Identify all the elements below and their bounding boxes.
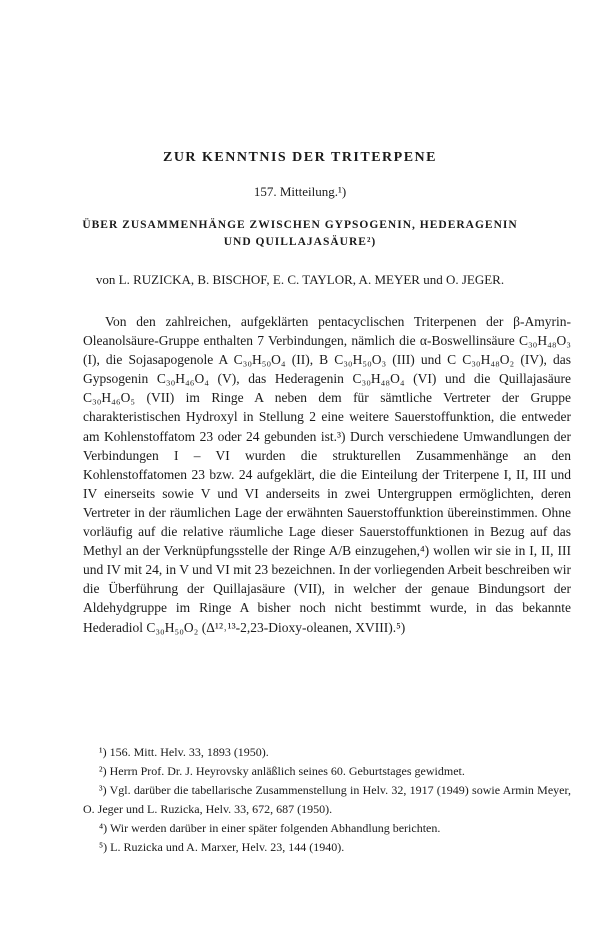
footnote-4: ⁴) Wir werden darüber in einer später folgenden Abhandlung berichten. <box>99 821 441 835</box>
footnotes <box>83 743 571 857</box>
author-line: von L. RUZICKA, B. BISCHOF, E. C. TAYLOR, A. MEYER und O. JEGER. <box>95 272 505 287</box>
article-title: ZUR KENNTNIS DER TRITERPENE <box>162 150 437 165</box>
body-text <box>83 312 571 637</box>
footnote-3: ³) Vgl. darüber die tabellarische Zusammenstellung in Helv. 32, 1917 (1949) sowie Armin Meyer, O. Jeger und L. Ruzicka, Helv. 33, 672, 687 (1950). <box>83 783 571 816</box>
article-subtitle: 157. Mitteilung.¹) <box>253 184 347 199</box>
footnote-1: ¹) 156. Mitt. Helv. 33, 1893 (1950). <box>99 745 269 759</box>
footnote-5: ⁵) L. Ruzicka und A. Marxer, Helv. 23, 144 (1940). <box>99 840 345 854</box>
footnote-2: ²) Herrn Prof. Dr. J. Heyrovsky anläßlich seines 60. Geburtstages gewidmet. <box>99 764 465 778</box>
heading-line-2: UND QUILLAJASÄURE²) <box>223 236 377 248</box>
article-heading <box>80 217 520 251</box>
body-paragraph: Von den zahlreichen, aufgeklärten pentacyclischen Triterpenen der β-Amyrin-Oleanolsäure-Gruppe enthalten 7 Verbindungen, nämlich die α-Boswellinsäure C₃₀H₄₈O₃ (I), die Sojasapogenole A C₃₀H₅₀O₄ (II), B C₃₀H₅₀O₃ (III) und C C₃₀H₄₈O₂ (IV), das Gypsogenin C₃₀H₄₆O₄ (V), das Hederagenin C₃₀H₄₈O₄ (VI) und die Quillajasäure C₃₀H₄₆O₅ (VII) im Ringe A neben dem für sämtliche Vertreter der Gruppe charakteristischen Hydroxyl in Stellung 2 eine weitere Sauerstoffunktion, die entweder am Kohlenstoffatom 23 oder 24 gebunden ist.³) Durch verschiedene Umwandlungen der Verbindungen I – VI wurden die strukturellen Zusammenhänge an den Kohlenstoffatomen 23 bzw. 24 aufgeklärt, die die Einteilung der Triterpene I, II, III und IV einerseits sowie V und VI anderseits in zwei Untergruppen ermöglichten, deren Vertreter in der räumlichen Lage der erwähnten Sauerstoffunktion übereinstimmen. Ohne vorläufig auf die relative räumliche Lage dieser Sauerstoffunktionen in Bezug auf das Methyl an der Verknüpfungsstelle der Ringe A/B einzugehen,⁴) wollen wir sie in I, II, III und IV mit 24, in V und VI mit 23 bezeichnen. In der vorliegenden Arbeit beschreiben wir die Überführung der Quillajasäure (VII), in welcher der genaue Bindungsort der Aldehydgruppe im Ringe A bisher noch nicht bestimmt wurde, in das bekannte Hederadiol C₃₀H₅₀O₂ (Δ¹²˒¹³-2,23-Dioxy-oleanen, XVIII).⁵) <box>83 314 571 635</box>
heading-line-1: ÜBER ZUSAMMENHÄNGE ZWISCHEN GYPSOGENIN, HEDERAGENIN <box>82 219 518 231</box>
